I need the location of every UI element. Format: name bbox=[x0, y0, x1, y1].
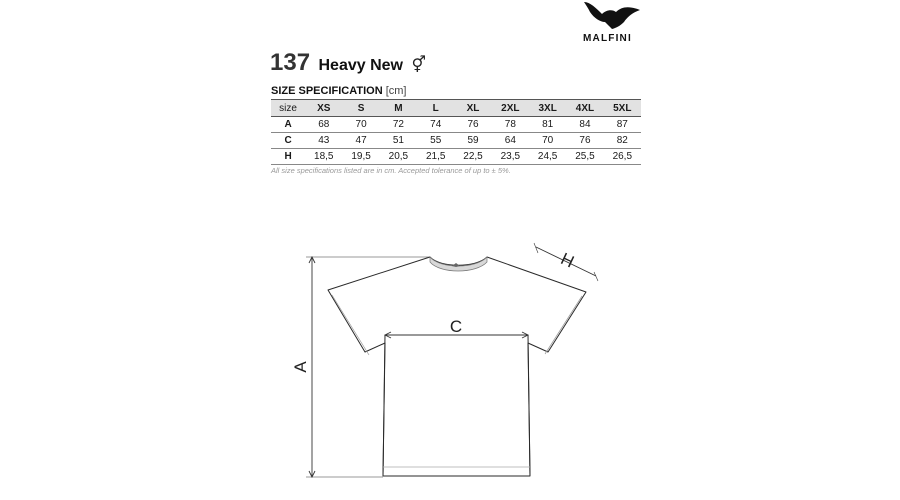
table-cell: 76 bbox=[566, 133, 603, 149]
eagle-icon bbox=[582, 0, 644, 32]
dimension-lines bbox=[306, 243, 598, 477]
spec-heading bbox=[271, 85, 406, 97]
column-header: 3XL bbox=[529, 100, 566, 117]
row-label: A bbox=[271, 117, 305, 133]
brand-name: MALFINI bbox=[583, 33, 632, 44]
table-cell: 81 bbox=[529, 117, 566, 133]
column-header: L bbox=[417, 100, 454, 117]
spec-unit: [cm] bbox=[385, 85, 407, 97]
column-header: XS bbox=[305, 100, 342, 117]
table-cell: 25,5 bbox=[566, 149, 603, 165]
column-header: M bbox=[380, 100, 417, 117]
table-cell: 51 bbox=[380, 133, 417, 149]
column-header: size bbox=[271, 100, 305, 117]
table-row bbox=[271, 149, 641, 165]
table-cell: 70 bbox=[342, 117, 379, 133]
column-header: 4XL bbox=[566, 100, 603, 117]
table-cell: 70 bbox=[529, 133, 566, 149]
product-name: Heavy New bbox=[318, 57, 403, 74]
table-cell: 72 bbox=[380, 117, 417, 133]
table-cell: 19,5 bbox=[342, 149, 379, 165]
table-cell: 47 bbox=[342, 133, 379, 149]
column-header: XL bbox=[454, 100, 491, 117]
size-table bbox=[271, 99, 641, 165]
table-cell: 21,5 bbox=[417, 149, 454, 165]
column-header: S bbox=[342, 100, 379, 117]
table-cell: 82 bbox=[604, 133, 641, 149]
table-cell: 84 bbox=[566, 117, 603, 133]
column-header: 5XL bbox=[604, 100, 641, 117]
label-c: C bbox=[449, 317, 463, 336]
table-cell: 22,5 bbox=[454, 149, 491, 165]
table-row bbox=[271, 133, 641, 149]
table-cell: 20,5 bbox=[380, 149, 417, 165]
table-header-row bbox=[271, 100, 641, 117]
label-a: A bbox=[291, 361, 310, 373]
brand-logo bbox=[582, 0, 644, 46]
row-label: H bbox=[271, 149, 305, 165]
tshirt-measurement-diagram bbox=[290, 235, 610, 485]
table-cell: 74 bbox=[417, 117, 454, 133]
table-cell: 59 bbox=[454, 133, 491, 149]
table-cell: 76 bbox=[454, 117, 491, 133]
column-header: 2XL bbox=[492, 100, 529, 117]
table-cell: 24,5 bbox=[529, 149, 566, 165]
unisex-icon: ⚥ bbox=[411, 57, 426, 74]
table-cell: 64 bbox=[492, 133, 529, 149]
table-cell: 68 bbox=[305, 117, 342, 133]
table-row bbox=[271, 117, 641, 133]
label-h: H bbox=[557, 249, 577, 272]
table-cell: 18,5 bbox=[305, 149, 342, 165]
table-cell: 23,5 bbox=[492, 149, 529, 165]
table-cell: 43 bbox=[305, 133, 342, 149]
product-code: 137 bbox=[270, 49, 311, 76]
table-cell: 78 bbox=[492, 117, 529, 133]
page-title bbox=[270, 49, 426, 77]
tshirt-outline bbox=[328, 257, 586, 476]
table-cell: 26,5 bbox=[604, 149, 641, 165]
table-cell: 55 bbox=[417, 133, 454, 149]
tolerance-note: All size specifications listed are in cm. Accepted tolerance of up to ± 5%. bbox=[271, 166, 511, 175]
row-label: C bbox=[271, 133, 305, 149]
spec-heading-text: SIZE SPECIFICATION bbox=[271, 85, 383, 97]
table-cell: 87 bbox=[604, 117, 641, 133]
